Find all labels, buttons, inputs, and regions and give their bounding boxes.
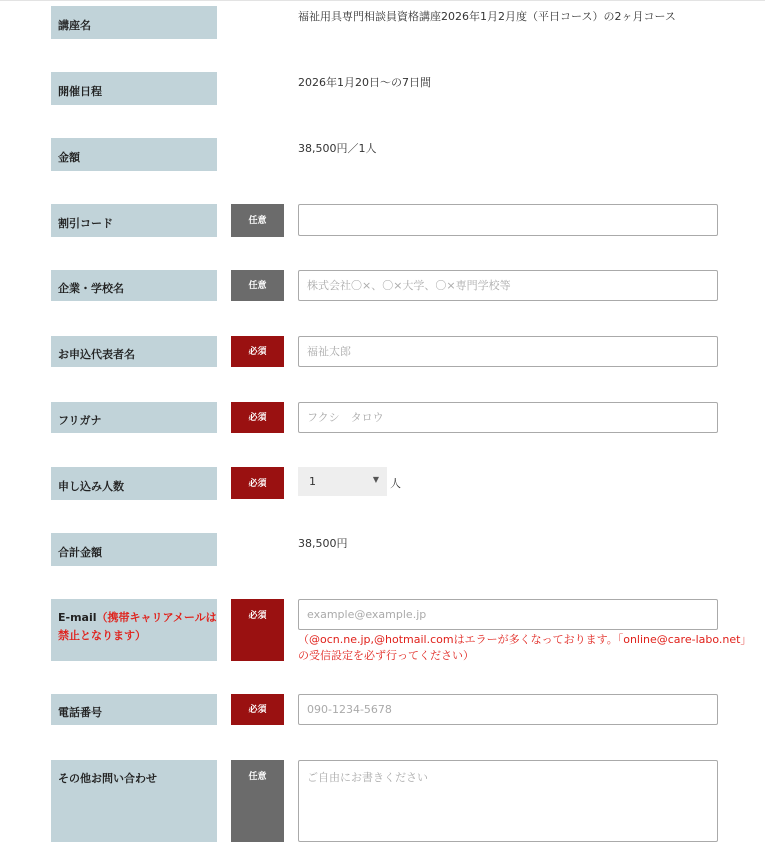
company-label: 企業・学校名 xyxy=(51,270,217,301)
applicant-label: お申込代表者名 xyxy=(51,336,217,367)
required-badge: 必須 xyxy=(231,599,284,661)
email-warning-line-2: の受信設定を必ず行ってください） xyxy=(298,649,474,662)
required-badge: 必須 xyxy=(231,467,284,499)
discount-code-input[interactable] xyxy=(298,204,718,236)
email-warning-note xyxy=(298,632,751,664)
discount-code-label: 割引コード xyxy=(51,204,217,237)
required-badge: 必須 xyxy=(231,336,284,367)
phone-label: 電話番号 xyxy=(51,694,217,725)
inquiry-label: その他お問い合わせ xyxy=(51,760,217,842)
phone-input[interactable] xyxy=(298,694,718,725)
optional-badge: 任意 xyxy=(231,760,284,842)
email-label-note-2: 禁止となります） xyxy=(58,629,146,642)
company-input[interactable] xyxy=(298,270,718,301)
required-badge: 必須 xyxy=(231,694,284,725)
email-warning-line-1: （@ocn.ne.jp,@hotmail.comはエラーが多くなっております。「online@care-labo.net」 xyxy=(298,633,752,646)
top-divider xyxy=(0,0,765,1)
participants-unit: 人 xyxy=(390,477,401,490)
price-label: 金額 xyxy=(51,138,217,171)
optional-badge: 任意 xyxy=(231,204,284,237)
optional-badge: 任意 xyxy=(231,270,284,301)
participants-select[interactable] xyxy=(298,467,387,496)
price-value: 38,500円／1人 xyxy=(298,142,377,155)
participants-selected-value: 1 xyxy=(309,475,316,488)
inquiry-textarea[interactable] xyxy=(298,760,718,842)
email-label xyxy=(51,599,217,661)
schedule-label: 開催日程 xyxy=(51,72,217,105)
required-badge: 必須 xyxy=(231,402,284,433)
applicant-name-input[interactable] xyxy=(298,336,718,367)
participants-label: 申し込み人数 xyxy=(51,467,217,500)
email-input[interactable] xyxy=(298,599,718,630)
email-label-text: E-mail xyxy=(58,611,97,624)
course-value: 福祉用具専門相談員資格講座2026年1月2月度（平日コース）の2ヶ月コース xyxy=(298,10,676,23)
schedule-value: 2026年1月20日〜の7日間 xyxy=(298,76,431,89)
dropdown-arrow-icon: ▼ xyxy=(372,475,379,484)
furigana-label: フリガナ xyxy=(51,402,217,433)
total-label: 合計金額 xyxy=(51,533,217,566)
total-value: 38,500円 xyxy=(298,537,348,550)
furigana-input[interactable] xyxy=(298,402,718,433)
course-label: 講座名 xyxy=(51,6,217,39)
email-label-note: （携帯キャリアメールは xyxy=(96,611,217,624)
